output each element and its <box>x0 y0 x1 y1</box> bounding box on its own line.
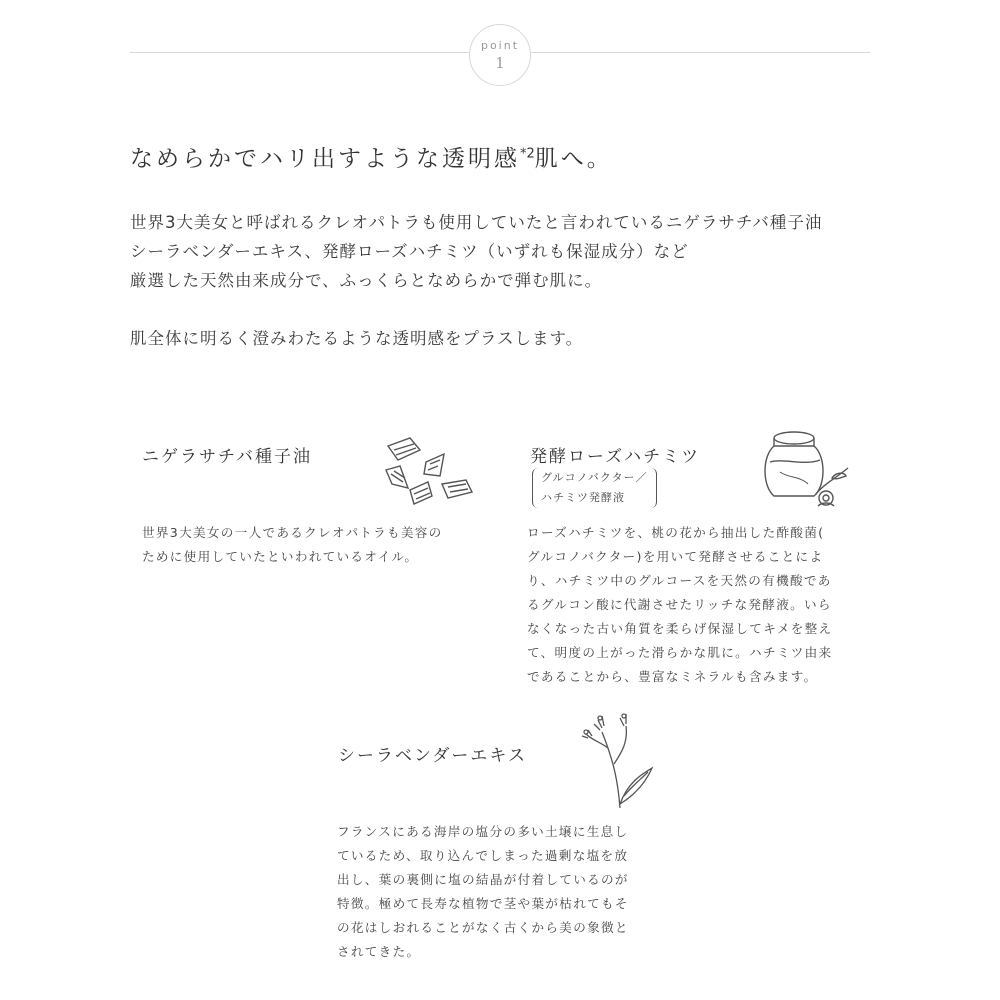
ingredient-title-rose-honey: 発酵ローズハチミツ <box>530 447 701 467</box>
point-label: point <box>480 39 520 52</box>
desc-line: であることから、豊富なミネラルも含みます。 <box>527 669 818 684</box>
desc-line: ために使用していたといわれているオイル。 <box>142 549 419 564</box>
desc-line: フランスにある海岸の塩分の多い土壌に生息し <box>337 824 629 839</box>
headline-main: なめらかでハリ出すような透明感 <box>130 146 520 172</box>
desc-line: ているため、取り込んでしまった過剰な塩を放 <box>337 848 629 863</box>
intro-line: シーラベンダーエキス、発酵ローズハチミツ（いずれも保湿成分）など <box>130 242 689 261</box>
note-line: ハチミツ発酵液 <box>541 491 625 504</box>
desc-line: なくなった古い角質を柔らげ保湿してキメを整え <box>527 621 833 636</box>
headline <box>130 140 870 173</box>
desc-line: て、明度の上がった滑らかな肌に。ハチミツ由来 <box>527 645 833 660</box>
desc-line: 出し、葉の裏側に塩の結晶が付着しているのが <box>337 872 629 887</box>
point-number: 1 <box>495 54 505 72</box>
seeds-illustration <box>380 432 476 510</box>
desc-line: の花はしおれることがなく古くから美の象徴と <box>337 920 629 935</box>
sea-lavender-illustration <box>580 712 660 812</box>
intro-line: 厳選した天然由来成分で、ふっくらとなめらかで弾む肌に。 <box>130 271 603 290</box>
point-badge <box>469 24 531 86</box>
ingredient-desc-sea-lavender <box>337 820 629 964</box>
ingredient-desc-rose-honey <box>527 521 832 689</box>
desc-line: り、ハチミツ中のグルコースを天然の有機酸であ <box>527 573 832 588</box>
headline-footnote-mark: *2 <box>520 146 535 162</box>
desc-line: 世界3大美女の一人であるクレオパトラも美容の <box>142 525 443 540</box>
ingredient-title-nigella: ニゲラサチバ種子油 <box>142 447 312 467</box>
ingredient-note-rose-honey <box>532 468 657 508</box>
desc-line: ローズハチミツを、桃の花から抽出した酢酸菌( <box>527 525 825 540</box>
intro-line: 肌全体に明るく澄みわたるような透明感をプラスします。 <box>130 329 584 348</box>
desc-line: グルコノバクター)を用いて発酵させることによ <box>527 549 824 564</box>
intro-line: 世界3大美女と呼ばれるクレオパトラも使用していたと言われているニゲラサチバ種子油 <box>130 213 823 232</box>
note-line: グルコノバクター／ <box>541 471 648 484</box>
desc-line: るグルコン酸に代謝させたリッチな発酵液。いら <box>527 597 832 612</box>
honey-jar-illustration <box>760 428 856 514</box>
intro-text <box>130 208 890 353</box>
headline-tail: 肌へ。 <box>534 146 613 172</box>
desc-line: されてきた。 <box>337 944 421 959</box>
ingredient-desc-nigella <box>142 521 443 569</box>
desc-line: 特徴。極めて長寿な植物で茎や葉が枯れてもそ <box>337 896 629 911</box>
ingredient-title-sea-lavender: シーラベンダーエキス <box>338 746 527 766</box>
